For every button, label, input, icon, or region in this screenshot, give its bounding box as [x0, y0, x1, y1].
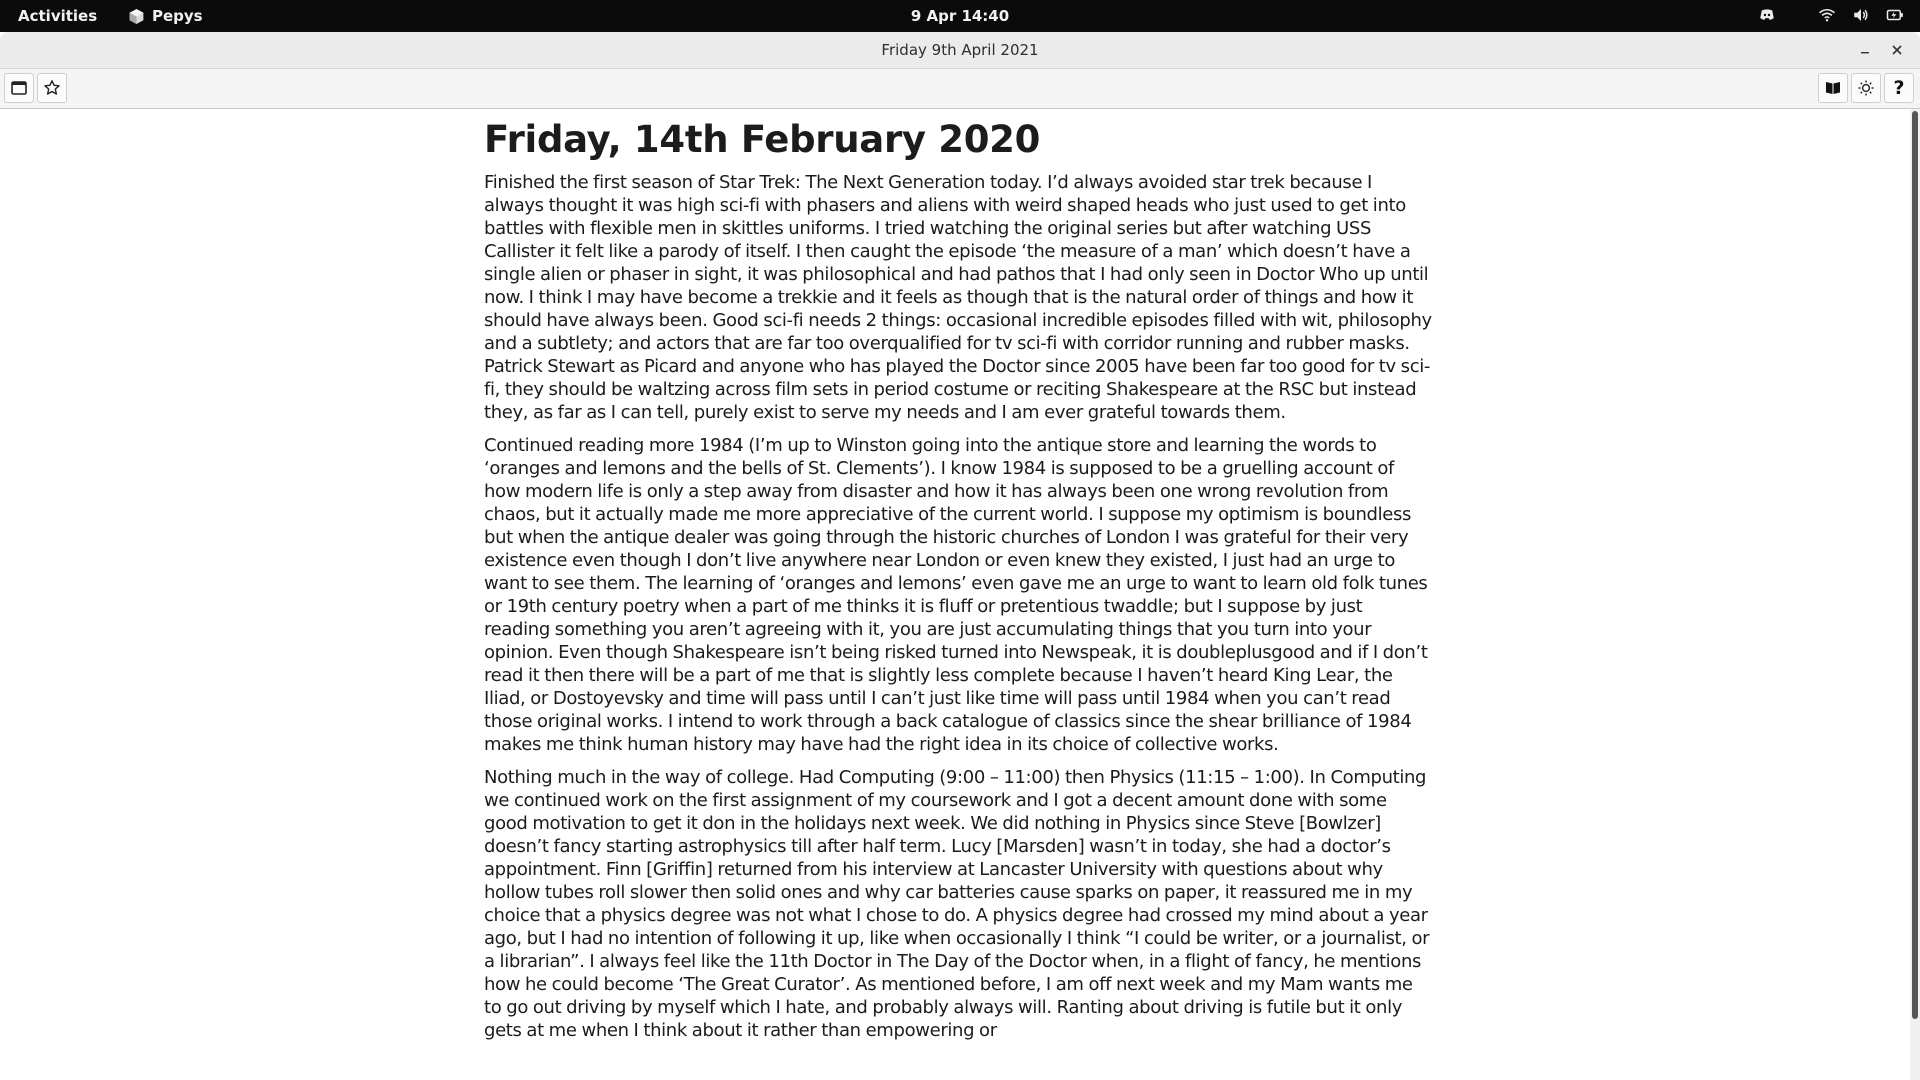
app-cube-icon: [128, 8, 145, 25]
system-tray[interactable]: [1758, 6, 1904, 24]
vertical-scrollbar[interactable]: [1910, 109, 1920, 1080]
entry-paragraph: Continued reading more 1984 (I’m up to Winston going into the antique store and learning the words to ‘oranges and lemons and the bells of St. Clements’). I know 1984 is supposed to be a gruelling account of how modern life is only a step away from disaster and how it has always been one wrong revolution from chaos, but it actually made me more appreciative of the current world. I suppose my optimism is boundless but when the antique dealer was going through the historic churches of London I was grateful for their very existence even though I don’t live anywhere near London or even knew they existed, I just had an urge to want to see them. The learning of ‘oranges and lemons’ even gave me an urge to want to learn old folk tunes or 19th century poetry when a part of me thinks it is fluff or pretentious twaddle; but I suppose by just reading something you aren’t agreeing with it, you are just accumulating things that you turn into your opinion. Even though Shakespeare isn’t being risked turned into Newspeak, it is doubleplusgood and if I don’t read it then there will be a part of me that is slightly less complete because I haven’t heard King Lear, the Iliad, or Dostoyevsky and time will pass until I can’t just like time will pass until 1984 when you can’t read those original works. I intend to work through a back catalogue of classics since the shear brilliance of 1984 makes me think human history may have had the right idea in its choice of collective works.: [484, 435, 1428, 755]
brightness-icon: [1857, 79, 1875, 97]
system-top-bar: [0, 0, 1920, 32]
entry-heading: Friday, 14th February 2020: [484, 118, 1041, 161]
battery-icon[interactable]: [1886, 6, 1904, 24]
window-title: Friday 9th April 2021: [881, 41, 1039, 59]
reader-button[interactable]: [1818, 73, 1848, 103]
close-button[interactable]: [1886, 39, 1908, 61]
app-name: Pepys: [152, 7, 203, 25]
entry-paragraph: Finished the first season of Star Trek: The Next Generation today. I’d always avoided star trek because I always thought it was high sci-fi with phasers and aliens with weird shaped heads who just used to get into battles with flexible men in skittles uniforms. I tried watching the original series but after watching USS Callister it felt like a parody of itself. I then caught the episode ‘the measure of a man’ which doesn’t have a single alien or phaser in sight, it was philosophical and had pathos that I had only seen in Doctor Who up until now. I think I may have become a trekkie and it feels as though that is the natural order of things and how it should have always been. Good sci-fi needs 2 things: occasional incredible episodes filled with wit, philosophy and a subtlety; and actors that are far too overqualified for tv sci-fi with corridor running and rubber masks. Patrick Stewart as Picard and anyone who has played the Doctor since 2005 have been far too good for tv sci-fi, they should be waltzing across film sets in period costume or reciting Shakespeare at the RSC but instead they, as far as I can tell, purely exist to serve my needs and I am ever grateful towards them.: [484, 172, 1432, 423]
entry-view[interactable]: [0, 109, 1910, 1080]
entry-paragraph: Nothing much in the way of college. Had Computing (9:00 – 11:00) then Physics (11:15 – 1:00). In Computing we continued work on the first assignment of my coursework and I got a decent amount done with some good motivation to get it don in the holidays next week. We did nothing in Physics since Steve [Bowlzer] doesn’t fancy starting astrophysics till after half term. Lucy [Marsden] wasn’t in today, she had a doctor’s appointment. Finn [Griffin] returned from his interview at Lancaster University with questions about why hollow tubes roll slower then solid ones and why car batteries cause sparks on paper, it reassured me in my choice that a physics degree was not what I chose to do. A physics degree had crossed my mind about a year ago, but I had no intention of following it up, like when occasionally I think “I could be writer, or a journalist, or a librarian”. I always feel like the 11th Doctor in The Day of the Doctor when, in a flight of fancy, he mentions how he could become ‘The Great Curator’. As mentioned before, I am off next week and my Mam wants me to go out driving by myself which I hate, and probably always will. Ranting about driving is futile but it only gets at me when I think about it rather than empowering or: [484, 767, 1430, 1041]
discord-icon[interactable]: [1758, 6, 1776, 24]
help-button[interactable]: [1884, 73, 1914, 103]
minimize-button[interactable]: [1854, 39, 1876, 61]
volume-icon[interactable]: [1852, 6, 1870, 24]
activities-button[interactable]: Activities: [18, 7, 98, 25]
wifi-icon[interactable]: [1818, 6, 1836, 24]
window-titlebar[interactable]: [0, 32, 1920, 69]
scrollbar-thumb[interactable]: [1912, 111, 1918, 1019]
theme-toggle-button[interactable]: [1851, 73, 1881, 103]
calendar-button[interactable]: [4, 73, 34, 103]
clock[interactable]: 9 Apr 14:40: [910, 7, 1010, 25]
app-menu-button[interactable]: [128, 7, 203, 25]
calendar-icon: [10, 79, 28, 97]
book-icon: [1824, 79, 1842, 97]
help-icon: ?: [1893, 77, 1905, 99]
app-toolbar: [0, 69, 1920, 109]
close-icon: [1891, 44, 1903, 56]
star-icon: [43, 79, 61, 97]
minimize-icon: [1859, 44, 1871, 56]
favourite-button[interactable]: [37, 73, 67, 103]
diary-entry: [484, 109, 1432, 1042]
